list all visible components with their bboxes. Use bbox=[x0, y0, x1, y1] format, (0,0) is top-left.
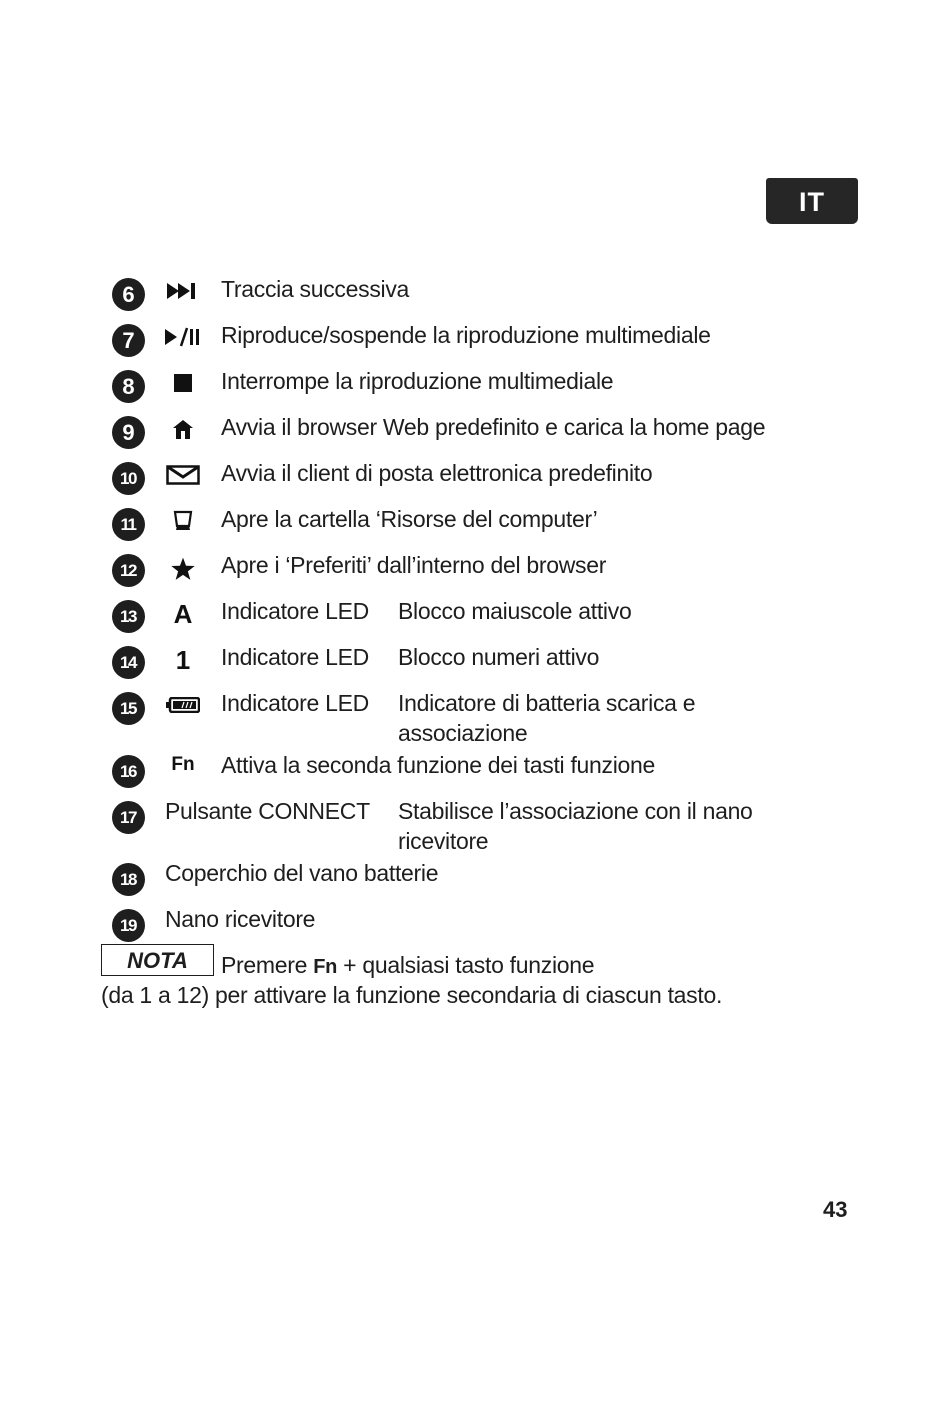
item-number-badge: 17 bbox=[112, 801, 145, 834]
item-description-line-1: Stabilisce l’associazione con il nano bbox=[398, 798, 753, 824]
my-computer-icon bbox=[160, 506, 206, 536]
item-description: Avvia il client di posta elettronica predefinito bbox=[221, 460, 653, 486]
item-description: Attiva la seconda funzione dei tasti funzione bbox=[221, 752, 656, 778]
next-track-icon bbox=[160, 276, 206, 306]
item-number-badge: 8 bbox=[112, 370, 145, 403]
item-description: Coperchio del vano batterie bbox=[165, 860, 439, 886]
item-number-badge: 14 bbox=[112, 646, 145, 679]
item-label: Indicatore LED bbox=[221, 644, 369, 670]
caps-lock-indicator-icon: A bbox=[173, 598, 193, 629]
item-description-line-2: associazione bbox=[398, 720, 528, 746]
item-description-line-2: ricevitore bbox=[398, 828, 489, 854]
item-description: Blocco maiuscole attivo bbox=[398, 598, 632, 624]
item-number-badge: 19 bbox=[112, 909, 145, 942]
note-fn-key: Fn bbox=[313, 956, 338, 978]
item-description: Riproduce/sospende la riproduzione multimediale bbox=[221, 322, 711, 348]
item-description: Apre la cartella ‘Risorse del computer’ bbox=[221, 506, 598, 532]
language-tab: IT bbox=[766, 178, 858, 224]
mail-icon bbox=[160, 460, 206, 490]
item-description: Nano ricevitore bbox=[165, 906, 316, 932]
item-number-badge: 10 bbox=[112, 462, 145, 495]
note-text-before: Premere bbox=[221, 952, 314, 978]
item-description: Avvia il browser Web predefinito e carica la home page bbox=[221, 414, 766, 440]
page-number: 43 bbox=[823, 1197, 848, 1222]
item-description: Traccia successiva bbox=[221, 276, 410, 302]
note-text-line-2: (da 1 a 12) per attivare la funzione secondaria di ciascun tasto. bbox=[101, 982, 723, 1008]
item-number-badge: 9 bbox=[112, 416, 145, 449]
num-lock-indicator-icon: 1 bbox=[175, 644, 191, 675]
item-description: Interrompe la riproduzione multimediale bbox=[221, 368, 614, 394]
item-number-badge: 15 bbox=[112, 692, 145, 725]
note-label-box: NOTA bbox=[101, 944, 214, 976]
item-number-badge: 7 bbox=[112, 324, 145, 357]
item-label: Indicatore LED bbox=[221, 690, 369, 716]
play-pause-icon bbox=[160, 322, 206, 352]
item-description: Apre i ‘Preferiti’ dall’interno del browser bbox=[221, 552, 607, 578]
item-label: Indicatore LED bbox=[221, 598, 369, 624]
item-number-badge: 12 bbox=[112, 554, 145, 587]
home-icon bbox=[160, 414, 206, 444]
item-number-badge: 11 bbox=[112, 508, 145, 541]
note-text bbox=[221, 950, 594, 982]
note-text-after: + qualsiasi tasto funzione bbox=[337, 952, 595, 978]
fn-key-icon: Fn bbox=[171, 754, 195, 775]
item-description-line-1: Indicatore di batteria scarica e bbox=[398, 690, 696, 716]
item-label: Pulsante CONNECT bbox=[165, 798, 370, 824]
stop-icon bbox=[160, 368, 206, 398]
item-number-badge: 13 bbox=[112, 600, 145, 633]
battery-icon bbox=[160, 690, 206, 720]
item-number-badge: 6 bbox=[112, 278, 145, 311]
star-icon bbox=[160, 554, 206, 584]
item-number-badge: 18 bbox=[112, 863, 145, 896]
item-description: Blocco numeri attivo bbox=[398, 644, 600, 670]
item-number-badge: 16 bbox=[112, 755, 145, 788]
